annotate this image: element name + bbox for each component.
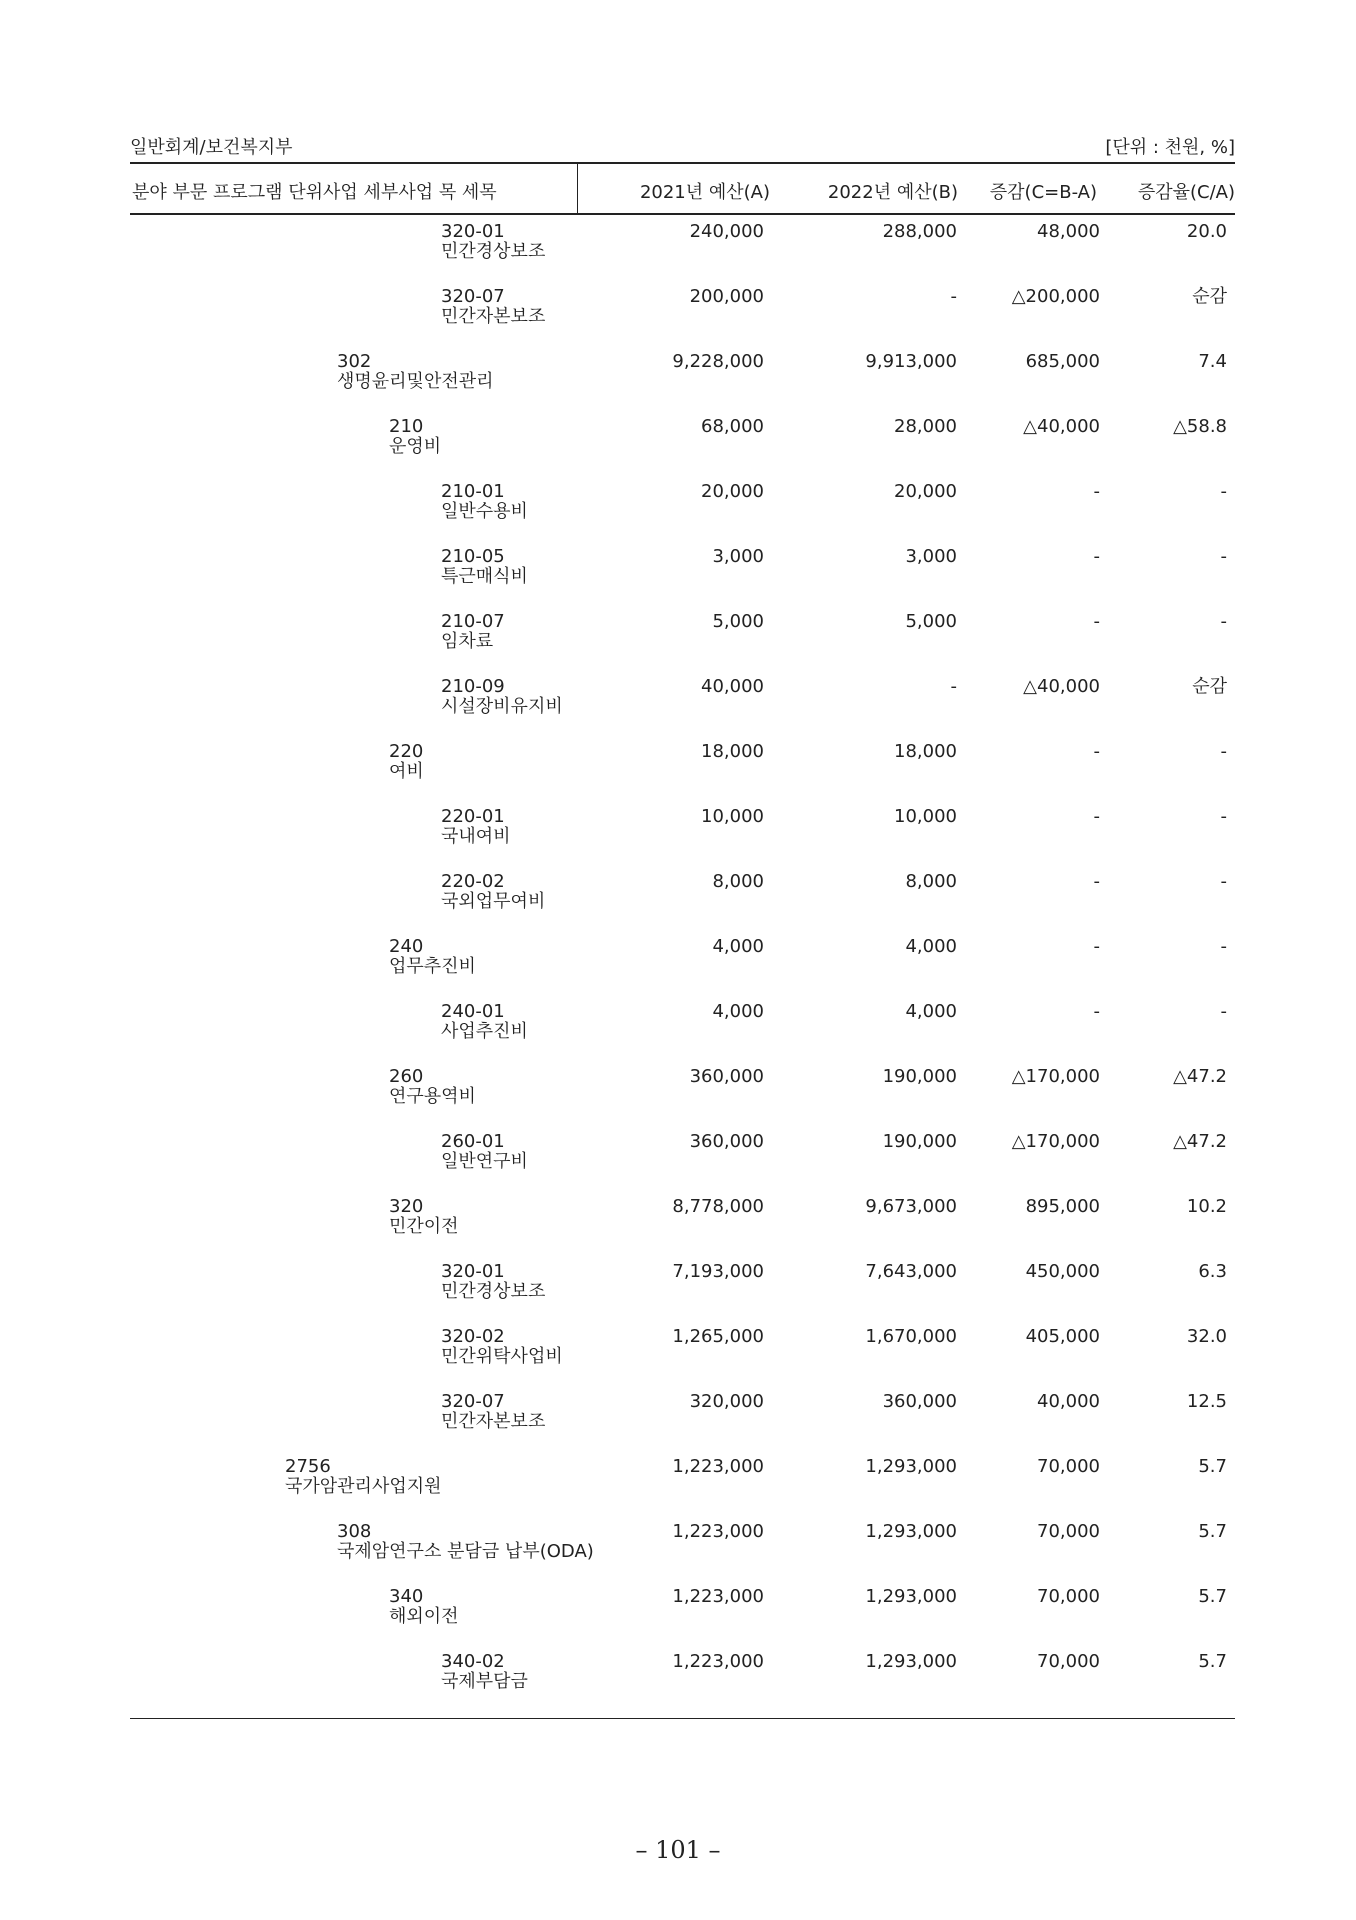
row-label: 임차료	[441, 631, 494, 652]
row-budget-2021: 9,228,000	[672, 351, 764, 372]
row-change-rate: 순감	[1192, 676, 1227, 697]
table-row	[130, 1197, 1235, 1262]
table-row	[130, 612, 1235, 677]
row-budget-2022: 190,000	[882, 1131, 957, 1152]
row-change: -	[1093, 871, 1100, 892]
row-label: 국제암연구소 분담금 납부(ODA)	[337, 1541, 594, 1562]
row-label: 운영비	[389, 436, 442, 457]
table-row	[130, 547, 1235, 612]
row-label: 국내여비	[441, 826, 511, 847]
row-change-rate: 5.7	[1198, 1456, 1227, 1477]
account-label: 일반회계/보건복지부	[130, 137, 293, 158]
row-budget-2022: 3,000	[905, 546, 957, 567]
table-row	[130, 1327, 1235, 1392]
row-label: 시설장비유지비	[441, 696, 563, 717]
row-change: -	[1093, 611, 1100, 632]
row-change: -	[1093, 1001, 1100, 1022]
row-code: 2756	[285, 1456, 331, 1477]
row-budget-2022: 4,000	[905, 1001, 957, 1022]
row-code: 210-09	[441, 676, 505, 697]
row-change: △200,000	[1011, 286, 1100, 307]
row-code: 210-07	[441, 611, 505, 632]
row-budget-2022: -	[950, 676, 957, 697]
row-code: 320-07	[441, 286, 505, 307]
row-budget-2022: -	[950, 286, 957, 307]
table-row	[130, 872, 1235, 937]
row-label: 국제부담금	[441, 1671, 528, 1692]
row-budget-2021: 320,000	[689, 1391, 764, 1412]
row-budget-2022: 4,000	[905, 936, 957, 957]
row-budget-2021: 68,000	[701, 416, 764, 437]
row-budget-2022: 1,293,000	[865, 1586, 957, 1607]
row-change: 70,000	[1037, 1456, 1100, 1477]
row-budget-2021: 7,193,000	[672, 1261, 764, 1282]
row-change-rate: -	[1220, 741, 1227, 762]
row-change-rate: -	[1220, 546, 1227, 567]
row-budget-2022: 8,000	[905, 871, 957, 892]
row-change-rate: △47.2	[1173, 1066, 1227, 1087]
header-divider	[577, 164, 578, 213]
row-change: △40,000	[1023, 416, 1100, 437]
row-budget-2022: 9,673,000	[865, 1196, 957, 1217]
row-budget-2021: 4,000	[712, 936, 764, 957]
row-budget-2022: 20,000	[894, 481, 957, 502]
row-code: 320-02	[441, 1326, 505, 1347]
row-code: 340-02	[441, 1651, 505, 1672]
table-header	[130, 164, 1235, 213]
row-change-rate: 7.4	[1198, 351, 1227, 372]
table-row	[130, 1002, 1235, 1067]
row-change-rate: 5.7	[1198, 1521, 1227, 1542]
row-budget-2021: 360,000	[689, 1066, 764, 1087]
table-row	[130, 1392, 1235, 1457]
row-code: 320	[389, 1196, 424, 1217]
row-label: 해외이전	[389, 1606, 459, 1627]
row-change-rate: 20.0	[1186, 221, 1227, 242]
row-budget-2022: 10,000	[894, 806, 957, 827]
row-budget-2021: 1,223,000	[672, 1586, 764, 1607]
row-budget-2022: 360,000	[882, 1391, 957, 1412]
row-change: 40,000	[1037, 1391, 1100, 1412]
table-row	[130, 937, 1235, 1002]
header-2021-col: 2021년 예산(A)	[639, 182, 770, 203]
row-label: 일반연구비	[441, 1151, 528, 1172]
row-budget-2021: 1,223,000	[672, 1456, 764, 1477]
row-label: 특근매식비	[441, 566, 528, 587]
row-budget-2021: 4,000	[712, 1001, 764, 1022]
header-diff-col: 증감(C=B-A)	[989, 182, 1097, 203]
header-2022-label: 2022년 예산(B)	[827, 182, 958, 203]
row-budget-2021: 200,000	[689, 286, 764, 307]
row-code: 210-05	[441, 546, 505, 567]
row-change: 70,000	[1037, 1651, 1100, 1672]
row-code: 220	[389, 741, 424, 762]
row-budget-2021: 240,000	[689, 221, 764, 242]
table-row	[130, 352, 1235, 417]
row-budget-2021: 1,265,000	[672, 1326, 764, 1347]
row-code: 220-01	[441, 806, 505, 827]
row-budget-2022: 1,293,000	[865, 1521, 957, 1542]
row-budget-2022: 1,293,000	[865, 1456, 957, 1477]
table-row	[130, 1457, 1235, 1522]
row-change-rate: 10.2	[1186, 1196, 1227, 1217]
row-label: 민간경상보조	[441, 1281, 546, 1302]
row-change-rate: △47.2	[1173, 1131, 1227, 1152]
row-change: △170,000	[1011, 1131, 1100, 1152]
row-label: 국가암관리사업지원	[285, 1476, 442, 1497]
row-change-rate: -	[1220, 936, 1227, 957]
row-code: 210	[389, 416, 424, 437]
row-change: △170,000	[1011, 1066, 1100, 1087]
unit-label: [단위 : 천원, %]	[1105, 137, 1235, 158]
row-label: 민간경상보조	[441, 241, 546, 262]
row-label: 업무추진비	[389, 956, 476, 977]
table-header-rule	[130, 213, 1235, 215]
row-code: 308	[337, 1521, 372, 1542]
row-budget-2021: 20,000	[701, 481, 764, 502]
header-name-col: 분야 부문 프로그램 단위사업 세부사업 목 세목	[132, 182, 497, 203]
table-row	[130, 677, 1235, 742]
row-change-rate: △58.8	[1173, 416, 1227, 437]
row-budget-2021: 8,778,000	[672, 1196, 764, 1217]
row-change-rate: 6.3	[1198, 1261, 1227, 1282]
row-budget-2021: 1,223,000	[672, 1651, 764, 1672]
row-label: 민간이전	[389, 1216, 459, 1237]
table-row	[130, 1132, 1235, 1197]
row-budget-2021: 5,000	[712, 611, 764, 632]
table-body	[130, 222, 1235, 1717]
table-row	[130, 287, 1235, 352]
row-code: 320-01	[441, 1261, 505, 1282]
row-code: 320-07	[441, 1391, 505, 1412]
row-change: 450,000	[1025, 1261, 1100, 1282]
row-code: 340	[389, 1586, 424, 1607]
row-budget-2022: 18,000	[894, 741, 957, 762]
row-change: △40,000	[1023, 676, 1100, 697]
row-label: 생명윤리및안전관리	[337, 371, 494, 392]
row-change: -	[1093, 741, 1100, 762]
table-row	[130, 1652, 1235, 1717]
row-change-rate: -	[1220, 481, 1227, 502]
row-change-rate: 5.7	[1198, 1586, 1227, 1607]
row-label: 민간자본보조	[441, 1411, 546, 1432]
row-budget-2022: 5,000	[905, 611, 957, 632]
table-row	[130, 742, 1235, 807]
row-budget-2021: 18,000	[701, 741, 764, 762]
row-change: -	[1093, 936, 1100, 957]
row-budget-2021: 8,000	[712, 871, 764, 892]
document-meta	[130, 133, 1235, 159]
table-row	[130, 1522, 1235, 1587]
row-budget-2021: 10,000	[701, 806, 764, 827]
row-change: -	[1093, 546, 1100, 567]
row-budget-2022: 7,643,000	[865, 1261, 957, 1282]
row-code: 220-02	[441, 871, 505, 892]
row-label: 여비	[389, 761, 424, 782]
row-change-rate: 32.0	[1186, 1326, 1227, 1347]
row-change: 405,000	[1025, 1326, 1100, 1347]
row-change: 895,000	[1025, 1196, 1100, 1217]
row-budget-2021: 360,000	[689, 1131, 764, 1152]
row-change: 70,000	[1037, 1586, 1100, 1607]
page-number: – 101 –	[635, 1836, 721, 1864]
table-row	[130, 1067, 1235, 1132]
row-label: 일반수용비	[441, 501, 528, 522]
row-change: 685,000	[1025, 351, 1100, 372]
table-row	[130, 1262, 1235, 1327]
row-label: 민간자본보조	[441, 306, 546, 327]
row-label: 사업추진비	[441, 1021, 528, 1042]
table-row	[130, 807, 1235, 872]
row-budget-2022: 190,000	[882, 1066, 957, 1087]
table-row	[130, 222, 1235, 287]
row-code: 260	[389, 1066, 424, 1087]
table-row	[130, 417, 1235, 482]
table-bottom-rule	[130, 1718, 1235, 1719]
row-change-rate: 12.5	[1186, 1391, 1227, 1412]
row-budget-2022: 28,000	[894, 416, 957, 437]
row-code: 210-01	[441, 481, 505, 502]
row-change-rate: -	[1220, 806, 1227, 827]
row-budget-2021: 3,000	[712, 546, 764, 567]
row-change-rate: -	[1220, 611, 1227, 632]
row-change-rate: -	[1220, 871, 1227, 892]
row-budget-2022: 1,670,000	[865, 1326, 957, 1347]
table-row	[130, 482, 1235, 547]
header-rate-col: 증감율(C/A)	[1137, 182, 1235, 203]
row-code: 240	[389, 936, 424, 957]
row-change-rate: 5.7	[1198, 1651, 1227, 1672]
row-change: -	[1093, 806, 1100, 827]
row-change-rate: -	[1220, 1001, 1227, 1022]
row-budget-2021: 40,000	[701, 676, 764, 697]
row-change: 48,000	[1037, 221, 1100, 242]
row-budget-2022: 1,293,000	[865, 1651, 957, 1672]
row-label: 연구용역비	[389, 1086, 476, 1107]
table-row	[130, 1587, 1235, 1652]
row-label: 국외업무여비	[441, 891, 546, 912]
row-budget-2022: 9,913,000	[865, 351, 957, 372]
row-code: 302	[337, 351, 372, 372]
row-code: 240-01	[441, 1001, 505, 1022]
row-change-rate: 순감	[1192, 286, 1227, 307]
row-budget-2022: 288,000	[882, 221, 957, 242]
row-code: 320-01	[441, 221, 505, 242]
row-change: -	[1093, 481, 1100, 502]
row-change: 70,000	[1037, 1521, 1100, 1542]
row-code: 260-01	[441, 1131, 505, 1152]
row-budget-2021: 1,223,000	[672, 1521, 764, 1542]
row-label: 민간위탁사업비	[441, 1346, 563, 1367]
